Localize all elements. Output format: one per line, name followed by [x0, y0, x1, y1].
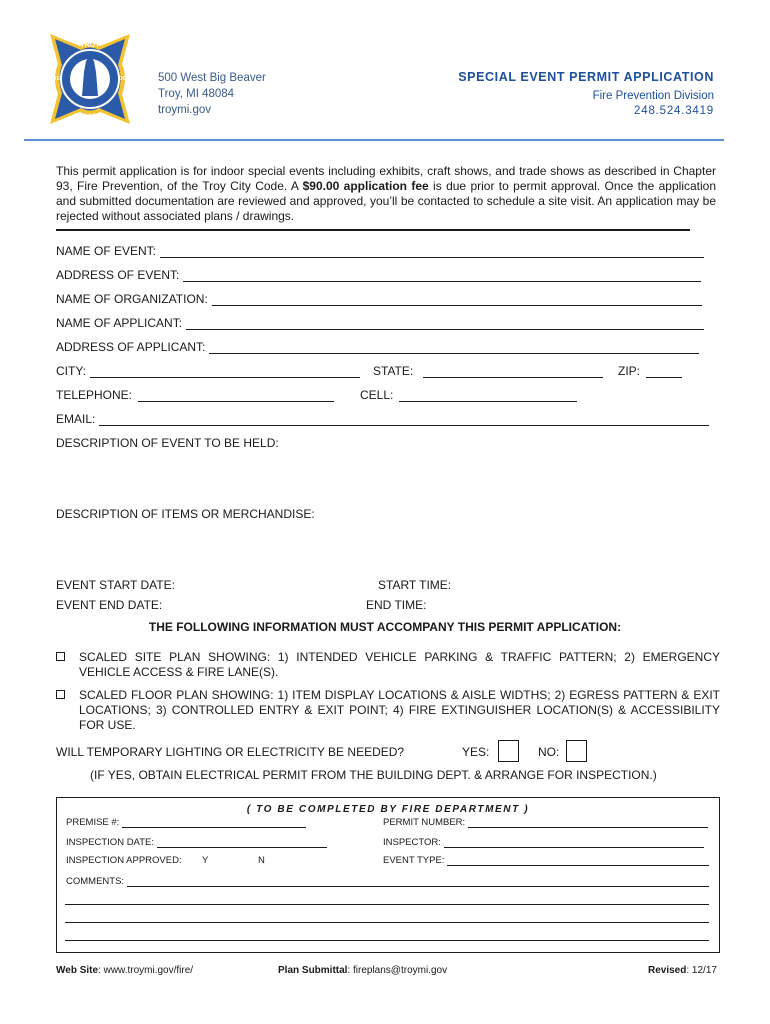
event-address-label: ADDRESS OF EVENT:: [56, 268, 180, 282]
requirements-heading: THE FOLLOWING INFORMATION MUST ACCOMPANY THIS PERMIT APPLICATION:: [148, 620, 622, 634]
no-label: NO:: [538, 745, 560, 759]
event-description-label: DESCRIPTION OF EVENT TO BE HELD:: [56, 436, 279, 450]
intro-fee: $90.00 application fee: [302, 179, 429, 193]
fire-department-title: ( TO BE COMPLETED BY FIRE DEPARTMENT ): [246, 804, 530, 815]
email-label: EMAIL:: [56, 412, 96, 426]
comments-line-3[interactable]: [65, 922, 709, 923]
event-name-line[interactable]: [160, 246, 704, 258]
svg-text:FIRE: FIRE: [47, 76, 61, 82]
organization-line[interactable]: [212, 294, 702, 306]
svg-text:MICHIGAN: MICHIGAN: [73, 113, 107, 120]
permit-number-field[interactable]: [383, 817, 708, 828]
inspection-date-line[interactable]: [157, 838, 327, 848]
premise-line[interactable]: [122, 818, 306, 828]
plan-submittal-email[interactable]: : fireplans@troymi.gov: [347, 965, 448, 976]
telephone-field[interactable]: [56, 388, 334, 402]
yes-checkbox[interactable]: [498, 740, 519, 762]
intro-text-1: This permit application is for indoor special events including exhibits, craft shows, and trade shows as described in Chapter 93, Fire Prevention, of the Troy City Code. A: [56, 164, 716, 193]
revised-label: Revised: [648, 965, 687, 976]
address-line-2: Troy, MI 48084: [158, 88, 235, 100]
end-date-label: EVENT END DATE:: [56, 598, 163, 612]
start-date-label: EVENT START DATE:: [56, 578, 175, 592]
svg-text:DEPT: DEPT: [118, 76, 134, 82]
comments-line-1[interactable]: [127, 877, 709, 887]
website-link[interactable]: : www.troymi.gov/fire/: [98, 965, 194, 976]
email-field[interactable]: [56, 412, 709, 426]
document-title: SPECIAL EVENT PERMIT APPLICATION: [458, 70, 714, 84]
cell-line[interactable]: [399, 390, 577, 402]
intro-text-2: is due prior to permit approval. Once the application and submitted documentation are reviewed and approved, you’ll be contacted to schedule a site visit. An application may be rejected without associated plans / drawings.: [56, 179, 717, 223]
email-line[interactable]: [99, 414, 709, 426]
state-label: STATE:: [373, 364, 414, 378]
city-field[interactable]: [56, 364, 360, 378]
document-header: [458, 70, 714, 117]
troy-fire-dept-logo: [40, 30, 140, 128]
inspection-date-field[interactable]: [66, 837, 327, 848]
zip-line[interactable]: [646, 366, 682, 378]
organization-field[interactable]: [56, 292, 702, 306]
inspector-label: INSPECTOR:: [383, 837, 441, 848]
svg-text:TROY: TROY: [80, 42, 100, 49]
event-address-line[interactable]: [183, 270, 701, 282]
applicant-address-field[interactable]: [56, 340, 699, 354]
footer-website: [56, 965, 193, 976]
zip-field[interactable]: [618, 364, 682, 378]
premise-field[interactable]: [66, 817, 306, 828]
premise-label: PREMISE #:: [66, 817, 120, 828]
electrical-permit-note: (IF YES, OBTAIN ELECTRICAL PERMIT FROM THE BUILDING DEPT. & ARRANGE FOR INSPECTION.): [90, 768, 657, 782]
applicant-label: NAME OF APPLICANT:: [56, 316, 183, 330]
city-label: CITY:: [56, 364, 87, 378]
state-line[interactable]: [423, 366, 603, 378]
event-name-label: NAME OF EVENT:: [56, 244, 157, 258]
start-time-label: START TIME:: [378, 578, 452, 592]
event-name-field[interactable]: [56, 244, 704, 258]
event-type-line[interactable]: [447, 856, 709, 866]
cell-label: CELL:: [360, 388, 394, 402]
comments-line-2[interactable]: [65, 904, 709, 905]
event-type-label: EVENT TYPE:: [383, 855, 445, 866]
end-time-label: END TIME:: [366, 598, 427, 612]
fire-department-section: [56, 797, 720, 953]
zip-label: ZIP:: [618, 364, 641, 378]
telephone-label: TELEPHONE:: [56, 388, 133, 402]
comments-field[interactable]: [66, 876, 709, 887]
items-description-label: DESCRIPTION OF ITEMS OR MERCHANDISE:: [56, 507, 315, 521]
comments-label: COMMENTS:: [66, 876, 125, 887]
site-plan-item[interactable]: [56, 650, 720, 680]
floor-plan-item[interactable]: [56, 688, 720, 733]
no-checkbox[interactable]: [566, 740, 587, 762]
intro-divider: [56, 229, 690, 231]
address-line-1: 500 West Big Beaver: [158, 72, 266, 84]
cell-field[interactable]: [360, 388, 577, 402]
yes-label: YES:: [462, 745, 490, 759]
applicant-address-label: ADDRESS OF APPLICANT:: [56, 340, 206, 354]
division-phone: 248.524.3419: [634, 105, 714, 117]
permit-number-line[interactable]: [468, 818, 708, 828]
revised-date: : 12/17: [686, 965, 717, 976]
inspector-field[interactable]: [383, 837, 704, 848]
plan-submittal-label: Plan Submittal: [278, 965, 348, 976]
floor-plan-checkbox[interactable]: [56, 690, 65, 699]
city-address: [158, 70, 266, 118]
comments-line-4[interactable]: [65, 940, 709, 941]
footer-revised: [648, 965, 717, 976]
applicant-field[interactable]: [56, 316, 704, 330]
division-name: Fire Prevention Division: [592, 90, 714, 102]
website-label: Web Site: [56, 965, 99, 976]
inspection-date-label: INSPECTION DATE:: [66, 837, 154, 848]
organization-label: NAME OF ORGANIZATION:: [56, 292, 208, 306]
site-plan-checkbox[interactable]: [56, 652, 65, 661]
state-field[interactable]: [373, 364, 603, 378]
inspector-line[interactable]: [444, 838, 704, 848]
address-line-3: troymi.gov: [158, 104, 212, 116]
event-address-field[interactable]: [56, 268, 701, 282]
applicant-line[interactable]: [186, 318, 704, 330]
intro-paragraph: [56, 164, 716, 224]
approved-yes-option[interactable]: Y: [202, 855, 209, 866]
header-divider: [24, 139, 724, 141]
city-line[interactable]: [90, 366, 360, 378]
footer-plan-submittal: [278, 965, 447, 976]
electricity-question: WILL TEMPORARY LIGHTING OR ELECTRICITY BE NEEDED?: [56, 745, 405, 759]
applicant-address-line[interactable]: [209, 342, 699, 354]
approved-no-option[interactable]: N: [258, 855, 265, 866]
floor-plan-text: SCALED FLOOR PLAN SHOWING: 1) ITEM DISPLAY LOCATIONS & AISLE WIDTHS; 2) EGRESS PATTERN & EXIT LOCATIONS; 3) CONTROLLED ENTRY & EXIT POINT; 4) FIRE EXTINGUISHER LOCATION(S) & ACCESSIBILITY FOR USE.: [79, 688, 720, 732]
telephone-line[interactable]: [138, 390, 334, 402]
site-plan-text: SCALED SITE PLAN SHOWING: 1) INTENDED VEHICLE PARKING & TRAFFIC PATTERN; 2) EMERGENCY VEHICLE ACCESS & FIRE LANE(S).: [79, 650, 720, 679]
event-type-field[interactable]: [383, 855, 709, 866]
permit-number-label: PERMIT NUMBER:: [383, 817, 466, 828]
inspection-approved-label: INSPECTION APPROVED:: [66, 855, 182, 866]
